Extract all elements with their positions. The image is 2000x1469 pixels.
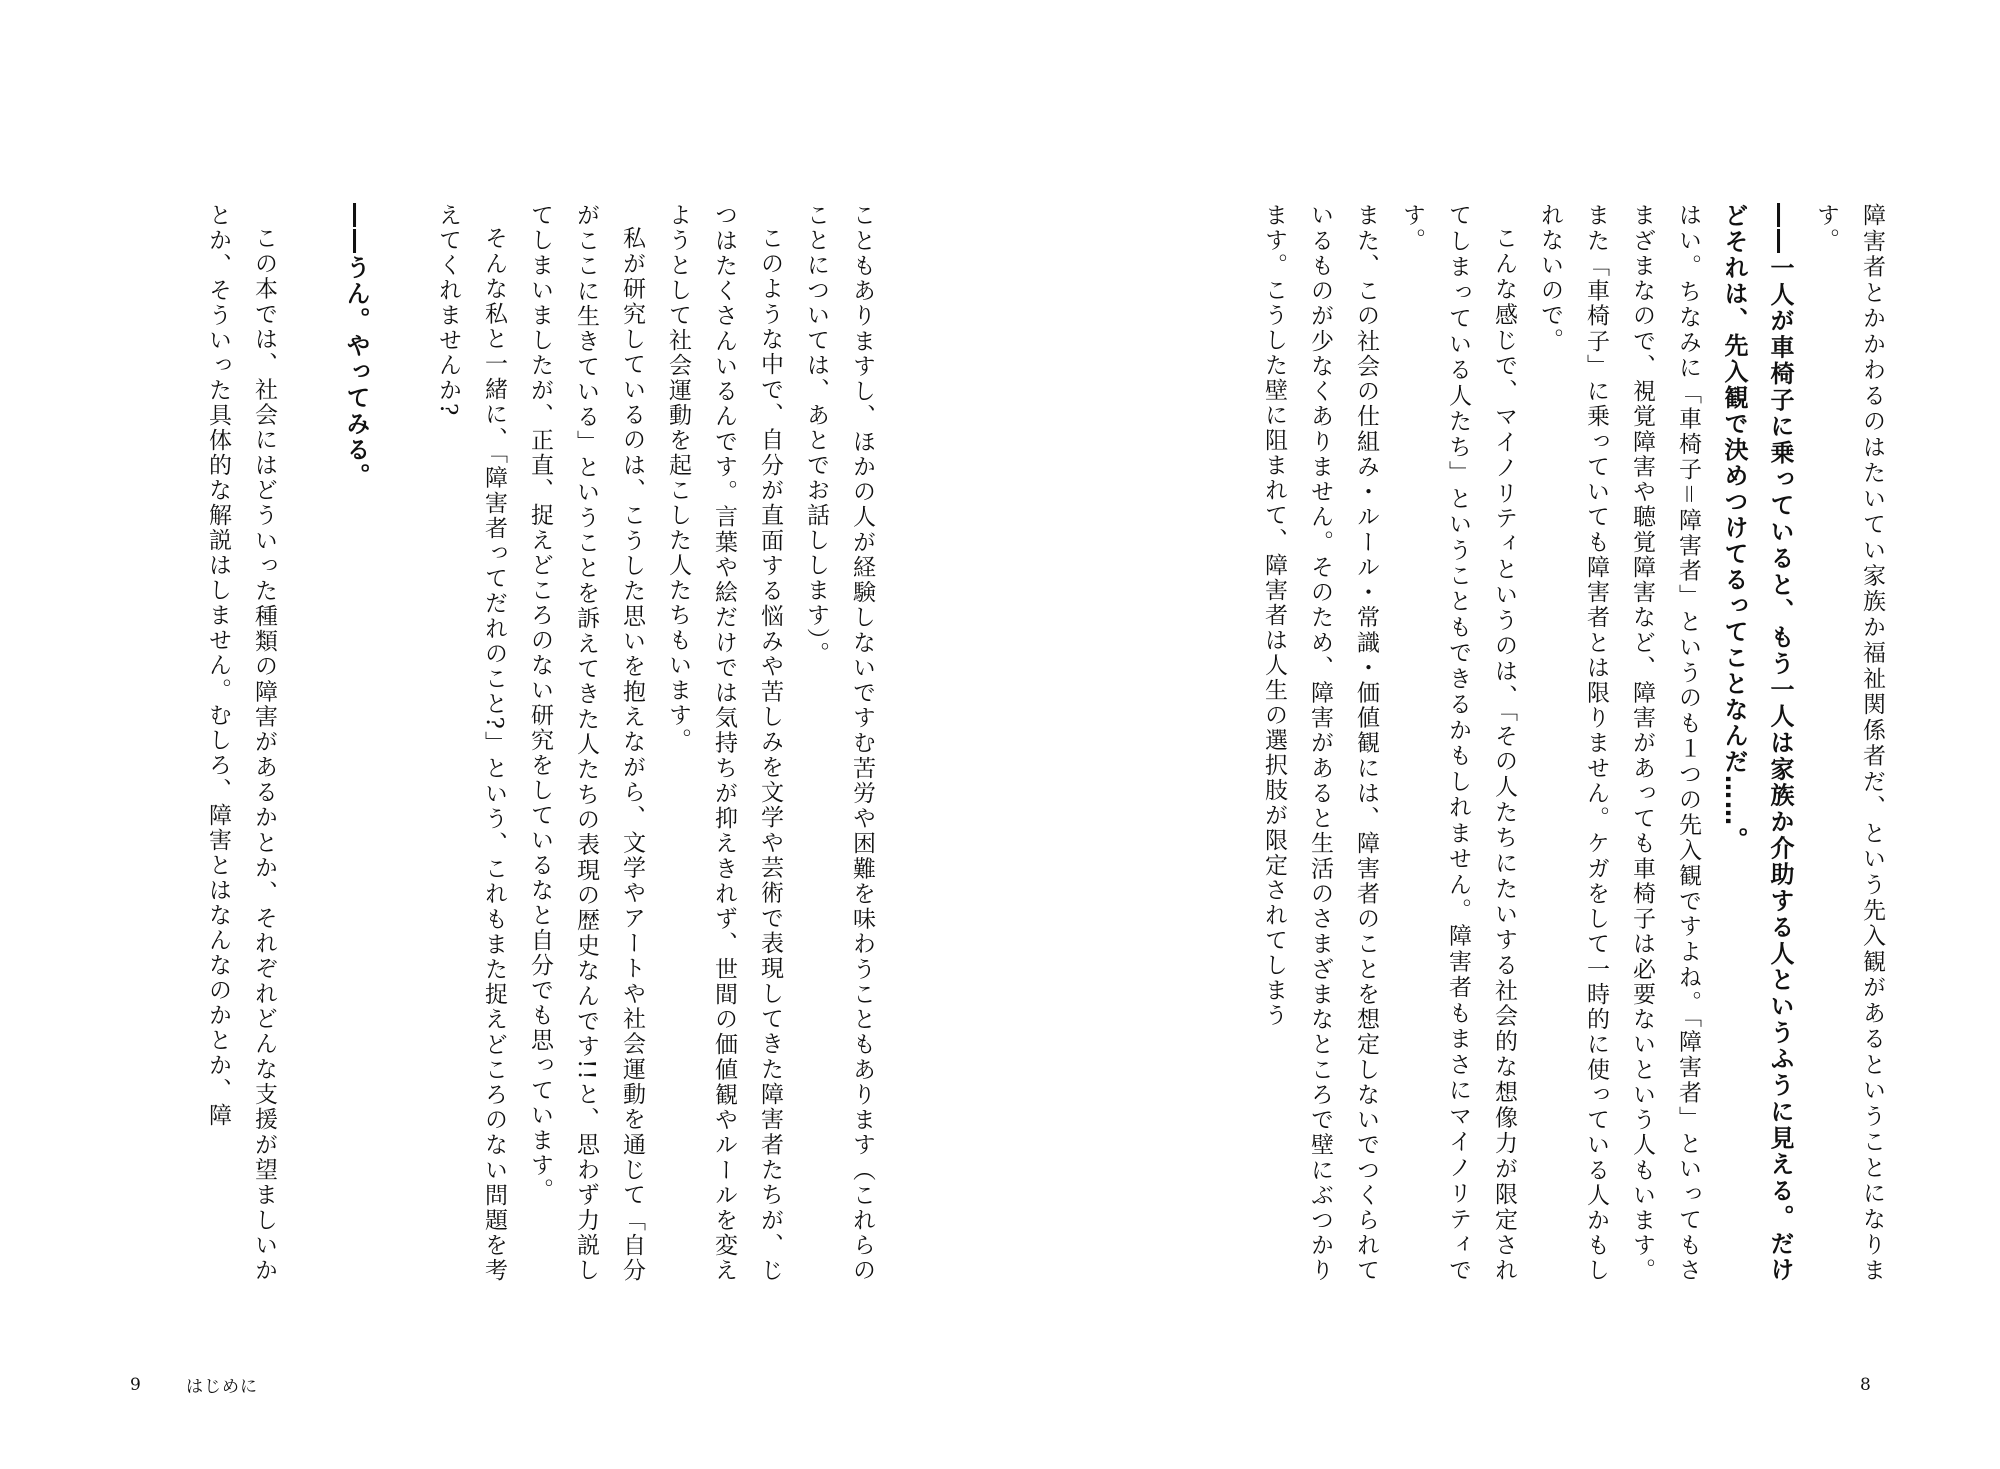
left-paragraph-3: 私が研究しているのは、こうした思いを抱えながら、文学やアートや社会運動を通じて「自分がここに生きている」ということを訴えてきた人たちの表現の歴史なんです!!と、思わず力説してしまいましたが、正直、捉えどころのない研究をしているなと自分でも思っています。 (527, 203, 645, 1283)
left-dialogue-line: ――うん。やってみる。 (342, 203, 370, 489)
page-number-left: 9 (130, 1375, 141, 1395)
left-page-body (125, 203, 885, 1283)
page-number-right: 8 (1860, 1375, 1871, 1395)
right-paragraph-1: 障害者とかかわるのはたいてい家族か福祉関係者だ、という先入観があるということになります。 (1813, 203, 1885, 1283)
left-paragraph-4: そんな私と一緒に、「障害者ってだれのこと?」という、これもまた捉えどころのない問題を考えてくれませんか? (435, 203, 507, 1283)
right-paragraph-3: こんな感じで、マイノリティというのは、「その人たちにたいする社会的な想像力が限定されてしまっている人たち」ということもできるかもしれません。障害者もまさにマイノリティです。 (1399, 203, 1517, 1283)
left-paragraph-1: こともありますし、ほかの人が経験しないですむ苦労や困難を味わうこともあります（これらのことについては、あとでお話しします）。 (803, 203, 875, 1283)
right-paragraph-4: また、この社会の仕組み・ルール・常識・価値観には、障害者のことを想定しないでつくられているものが少なくありません。そのため、障害があると生活のさまざまなところで壁にぶつかります。こうした壁に阻まれて、障害者は人生の選択肢が限定されてしまう (1261, 203, 1379, 1284)
running-head: はじめに (186, 1377, 258, 1397)
left-paragraph-2: このような中で、自分が直面する悩みや苦しみを文学や芸術で表現してきた障害者たちが、じつはたくさんいるんです。言葉や絵だけでは気持ちが抑えきれず、世間の価値観やルールを変えようとして社会運動を起こした人たちもいます。 (665, 203, 783, 1283)
paragraph-spacer (287, 203, 333, 1283)
paragraph-spacer (379, 203, 425, 1283)
right-dialogue-line: ――一人が車椅子に乗っていると、もう一人は家族か介助する人というふうに見える。だけどそれは、先入観で決めつけてるってことなんだ……。 (1720, 203, 1794, 1283)
left-paragraph-5: この本では、社会にはどういった種類の障害があるかとか、それぞれどんな支援が望ましいかとか、そういった具体的な解説はしません。むしろ、障害とはなんなのかとか、障 (205, 203, 277, 1283)
right-paragraph-2: はい。ちなみに「車椅子＝障害者」というのも１つの先入観ですよね。「障害者」といってもさまざまなので、視覚障害や聴覚障害など、障害があっても車椅子は必要ないという人もいます。また「車椅子」に乗っていても障害者とは限りません。ケガをして一時的に使っている人かもしれないので。 (1537, 203, 1701, 1283)
right-page-body (1155, 203, 1895, 1283)
